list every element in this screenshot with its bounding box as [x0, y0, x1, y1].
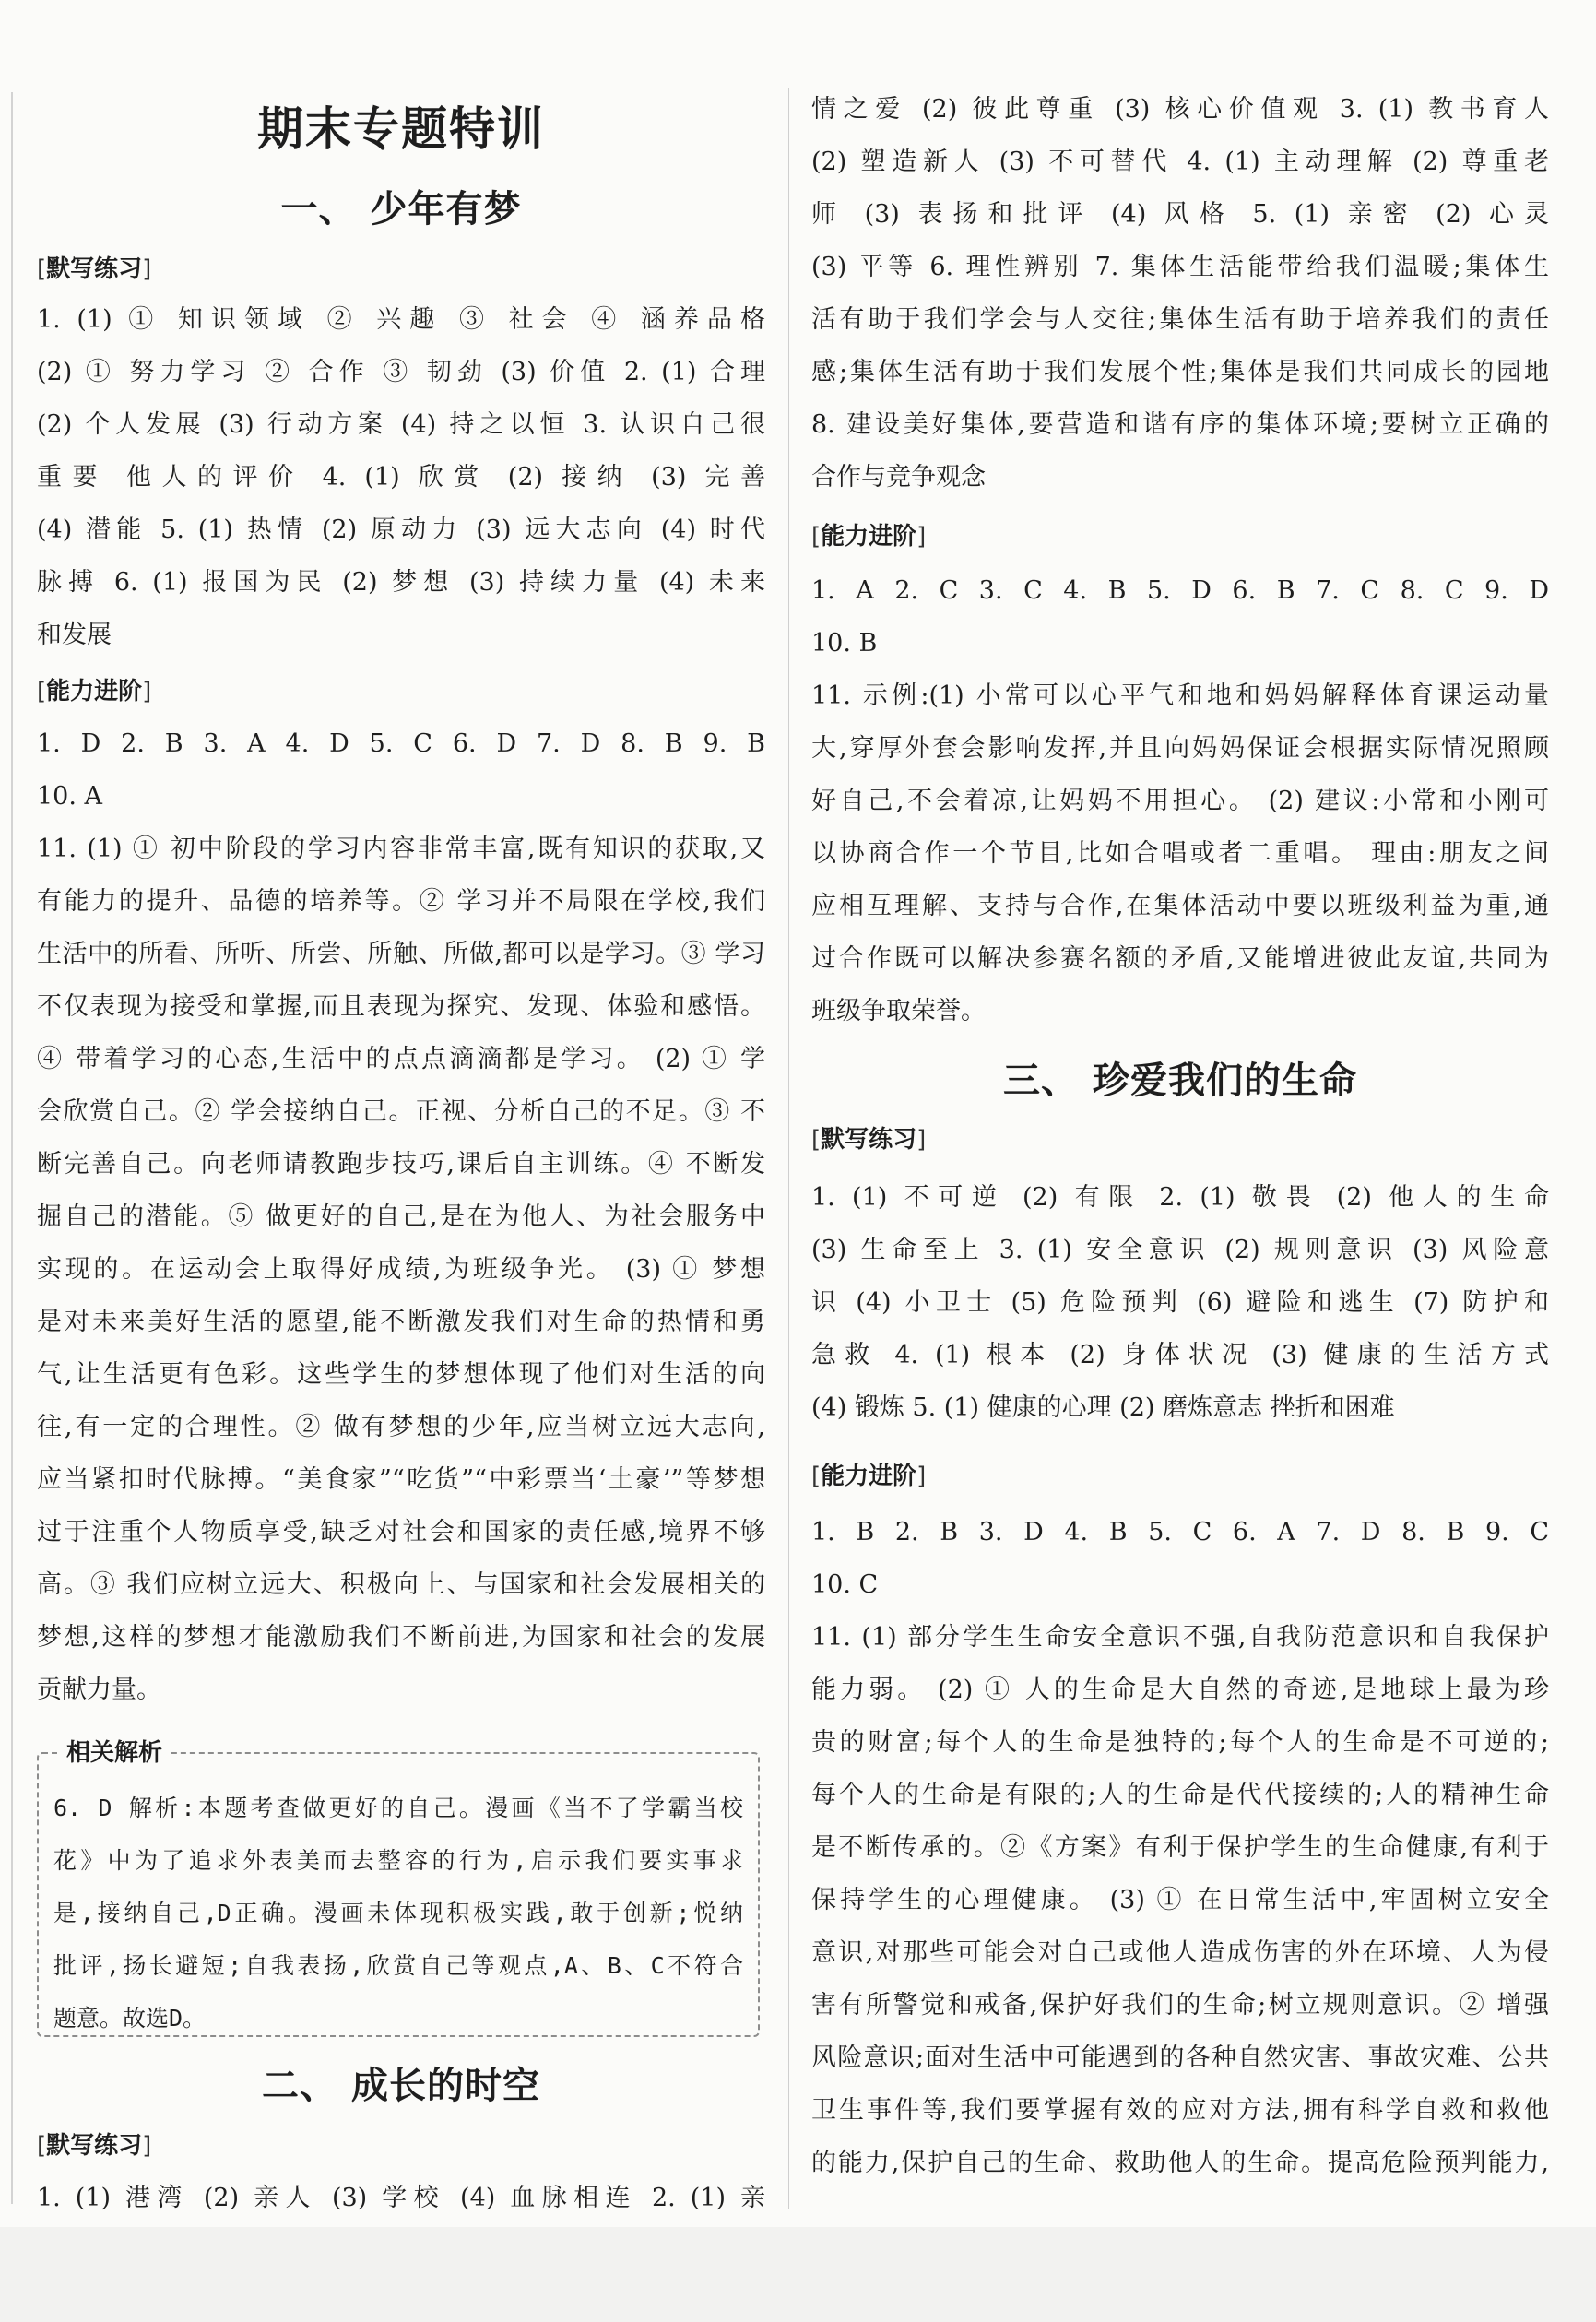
s1-answer-line: 实现的。在运动会上取得好成绩,为班级争光。 (3) ① 梦想 — [37, 1255, 765, 1284]
page-edge-line — [11, 92, 13, 2204]
s2-answer-line: 1. A 2. C 3. C 4. B 5. D 6. B 7. C 8. C 9. D — [811, 576, 1549, 605]
s1-fill-line: (4) 潜能 5. (1) 热情 (2) 原动力 (3) 远大志向 (4) 时代 — [37, 515, 765, 544]
s3-fill-label: [默写练习] — [811, 1126, 927, 1154]
s1-answer-line: 气,让生活更有色彩。这些学生的梦想体现了他们对生活的向 — [37, 1360, 765, 1389]
s2-answer-line: 11. 示例:(1) 小常可以心平气和地和妈妈解释体育课运动量 — [811, 681, 1549, 710]
s2-fill-line: (2) 塑造新人 (3) 不可替代 4. (1) 主动理解 (2) 尊重老 — [811, 148, 1549, 176]
s3-answer-line: 意识,对那些可能会对自己或他人造成伤害的外在环境、人为侵 — [811, 1938, 1549, 1967]
s2-fill-line: 感;集体生活有助于我们发展个性;集体是我们共同成长的园地 — [811, 358, 1549, 386]
s2-fill-line: 合作与竞争观念 — [811, 463, 986, 492]
s1-fill-line: 重要 他人的评价 4. (1) 欣赏 (2) 接纳 (3) 完善 — [37, 463, 765, 492]
s1-answer-line: 不仅表现为接受和掌握,而且表现为探究、发现、体验和感悟。 — [37, 992, 765, 1021]
s3-fill-block — [811, 1171, 1549, 1434]
s1-answer-line: 有能力的提升、品德的培养等。② 学习并不局限在学校,我们 — [37, 887, 765, 916]
s2-fill-block-right — [811, 83, 1549, 503]
s2-answer-line: 好自己,不会着凉,让妈妈不用担心。 (2) 建议:小常和小刚可 — [811, 787, 1549, 815]
s1-answer-line: 会欣赏自己。② 学会接纳自己。正视、分析自己的不足。③ 不 — [37, 1097, 765, 1126]
s1-answer-line: 往,有一定的合理性。② 做有梦想的少年,应当树立远大志向, — [37, 1413, 765, 1441]
s2-fill-line: 师 (3) 表扬和批评 (4) 风格 5. (1) 亲密 (2) 心灵 — [811, 200, 1549, 229]
analysis-heading: 相关解析 — [57, 1734, 171, 1768]
section-3-title: 三、 珍爱我们的生命 — [1003, 1060, 1357, 1102]
s3-answer-line: 能力弱。 (2) ① 人的生命是大自然的奇迹,是地球上最为珍 — [811, 1676, 1549, 1704]
s2-fill-block-left — [37, 2172, 765, 2224]
s1-fill-label: [默写练习] — [37, 255, 152, 283]
bottom-margin — [0, 2227, 1596, 2322]
s3-answer-line: 保持学生的心理健康。 (3) ① 在日常生活中,牢固树立安全 — [811, 1886, 1549, 1914]
analysis-line: 题意。故选D。 — [53, 2005, 207, 2032]
s2-ability-label: [能力进阶] — [811, 523, 927, 551]
section-2-title: 二、 成长的时空 — [262, 2065, 540, 2107]
s1-fill-line: (2) 个人发展 (3) 行动方案 (4) 持之以恒 3. 认识自己很 — [37, 410, 765, 439]
s1-answer-line: 生活中的所看、所听、所尝、所触、所做,都可以是学习。③ 学习 — [37, 940, 765, 968]
s1-answer-line: 断完善自己。向老师请教跑步技巧,课后自主训练。④ 不断发 — [37, 1150, 765, 1179]
s1-fill-block — [37, 293, 765, 661]
s1-answer-line: 是对未来美好生活的愿望,能不断激发我们对生命的热情和勇 — [37, 1308, 765, 1336]
s3-answer-line: 1. B 2. B 3. D 4. B 5. C 6. A 7. D 8. B 9. C — [811, 1518, 1549, 1546]
s2-fill-line: 活有助于我们学会与人交往;集体生活有助于培养我们的责任 — [811, 305, 1549, 334]
s1-ability-block — [37, 717, 765, 1716]
analysis-body — [39, 1754, 758, 2054]
s1-answer-line: 1. D 2. B 3. A 4. D 5. C 6. D 7. D 8. B 9. B — [37, 729, 765, 758]
s3-answer-line: 风险意识;面对生活中可能遇到的各种自然灾害、事故灾难、公共 — [811, 2044, 1549, 2072]
s3-answer-line: 11. (1) 部分学生生命安全意识不强,自我防范意识和自我保护 — [811, 1623, 1549, 1652]
s2-fill-line: (3) 平等 6. 理性辨别 7. 集体生活能带给我们温暖;集体生 — [811, 253, 1549, 281]
s3-answer-line: 贵的财富;每个人的生命是独特的;每个人的生命是不可逆的; — [811, 1728, 1549, 1757]
s1-fill-line: (2) ① 努力学习 ② 合作 ③ 韧劲 (3) 价值 2. (1) 合理 — [37, 358, 765, 386]
s1-answer-line: 高。③ 我们应树立远大、积极向上、与国家和社会发展相关的 — [37, 1570, 765, 1599]
s2-ability-block — [811, 564, 1549, 1037]
s3-fill-line: (4) 锻炼 5. (1) 健康的心理 (2) 磨炼意志 挫折和困难 — [811, 1393, 1395, 1422]
s3-fill-line: (3) 生命至上 3. (1) 安全意识 (2) 规则意识 (3) 风险意 — [811, 1236, 1549, 1264]
s1-answer-line: 贡献力量。 — [37, 1676, 161, 1704]
s1-answer-line: ④ 带着学习的心态,生活中的点点滴滴都是学习。 (2) ① 学 — [37, 1045, 765, 1073]
s2-fill-line: 1. (1) 港湾 (2) 亲人 (3) 学校 (4) 血脉相连 2. (1) 亲 — [37, 2184, 765, 2212]
s2-answer-line: 班级争取荣誉。 — [811, 997, 986, 1025]
analysis-line: 批评,扬长避短;自我表扬,欣赏自己等观点,A、B、C不符合 — [53, 1952, 743, 1979]
s2-fill-line: 情之爱 (2) 彼此尊重 (3) 核心价值观 3. (1) 教书育人 — [811, 95, 1549, 124]
s2-fill-label: [默写练习] — [37, 2132, 152, 2160]
s3-answer-line: 卫生事件等,我们要掌握有效的应对方法,拥有科学自救和救他 — [811, 2096, 1549, 2125]
s1-answer-line: 梦想,这样的梦想才能激励我们不断前进,为国家和社会的发展 — [37, 1623, 765, 1652]
s3-fill-line: 急救 4. (1) 根本 (2) 身体状况 (3) 健康的生活方式 — [811, 1341, 1549, 1369]
analysis-line: 是,接纳自己,D正确。漫画未体现积极实践,敢于创新;悦纳 — [53, 1900, 743, 1926]
analysis-box — [37, 1739, 760, 2037]
s3-answer-line: 的能力,保护自己的生命、救助他人的生命。提高危险预判能力, — [811, 2149, 1549, 2177]
s2-answer-line: 过合作既可以解决参赛名额的矛盾,又能增进彼此友谊,共同为 — [811, 944, 1549, 973]
section-1-title: 一、 少年有梦 — [280, 188, 522, 231]
s1-answer-line: 11. (1) ① 初中阶段的学习内容非常丰富,既有知识的获取,又 — [37, 835, 765, 863]
s1-fill-line: 和发展 — [37, 621, 112, 649]
s3-answer-line: 是不断传承的。②《方案》有利于保护学生的生命健康,有利于 — [811, 1833, 1549, 1862]
s1-answer-line: 掘自己的潜能。⑤ 做更好的自己,是在为他人、为社会服务中 — [37, 1202, 765, 1231]
s3-ability-label: [能力进阶] — [811, 1463, 927, 1490]
analysis-line: 6. D 解析:本题考查做更好的自己。漫画《当不了学霸当校 — [53, 1795, 743, 1821]
s1-fill-line: 脉搏 6. (1) 报国为民 (2) 梦想 (3) 持续力量 (4) 未来 — [37, 568, 765, 597]
s3-ability-block — [811, 1506, 1549, 2189]
analysis-line: 花》中为了追求外表美而去整容的行为,启示我们要实事求 — [53, 1847, 743, 1874]
s2-fill-line: 8. 建设美好集体,要营造和谐有序的集体环境;要树立正确的 — [811, 410, 1549, 439]
s1-answer-line: 应当紧扣时代脉搏。“美食家”“吃货”“中彩票当‘土豪’”等梦想 — [37, 1465, 765, 1494]
s1-answer-line: 10. A — [37, 782, 103, 811]
s2-answer-line: 以协商合作一个节目,比如合唱或者二重唱。 理由:朋友之间 — [811, 839, 1549, 868]
s3-answer-line: 10. C — [811, 1570, 879, 1599]
s3-answer-line: 每个人的生命是有限的;人的生命是代代接续的;人的精神生命 — [811, 1781, 1549, 1809]
page-title: 期末专题特训 — [257, 102, 545, 156]
s1-ability-label: [能力进阶] — [37, 678, 152, 705]
s2-answer-line: 应相互理解、支持与合作,在集体活动中要以班级利益为重,通 — [811, 892, 1549, 920]
column-divider — [788, 88, 789, 2209]
s1-fill-line: 1. (1) ① 知识领域 ② 兴趣 ③ 社会 ④ 涵养品格 — [37, 305, 765, 334]
s2-answer-line: 10. B — [811, 629, 878, 658]
s3-answer-line: 害有所警觉和戒备,保护好我们的生命;树立规则意识。② 增强 — [811, 1991, 1549, 2020]
s3-fill-line: 1. (1) 不可逆 (2) 有限 2. (1) 敬畏 (2) 他人的生命 — [811, 1183, 1549, 1212]
s3-fill-line: 识 (4) 小卫士 (5) 危险预判 (6) 避险和逃生 (7) 防护和 — [811, 1288, 1549, 1317]
s2-answer-line: 大,穿厚外套会影响发挥,并且向妈妈保证会根据实际情况照顾 — [811, 734, 1549, 763]
s1-answer-line: 过于注重个人物质享受,缺乏对社会和国家的责任感,境界不够 — [37, 1518, 765, 1546]
